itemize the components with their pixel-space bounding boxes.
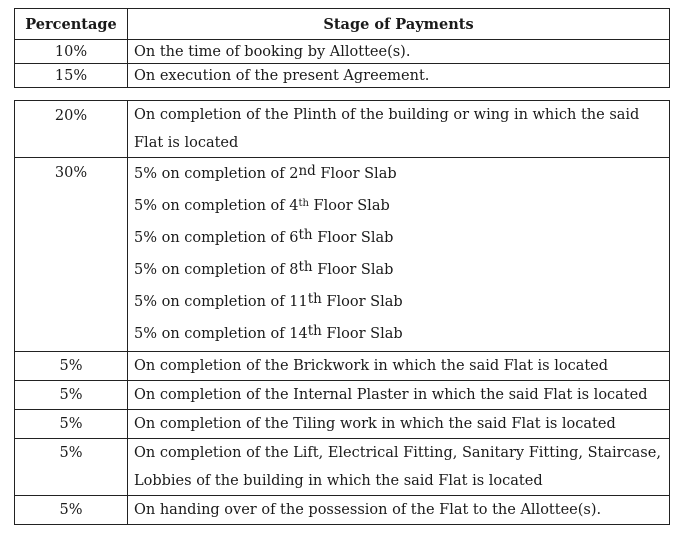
ordinal-suffix: th — [298, 198, 309, 209]
table-row — [15, 158, 670, 352]
slab-text: 5% on completion of 14 — [134, 326, 308, 342]
stage-line: Lobbies of the building in which the said Flat is located — [134, 473, 543, 489]
ordinal-suffix: th — [298, 259, 313, 275]
slab-text: Floor Slab — [308, 198, 390, 214]
table-header-row — [15, 9, 670, 40]
percentage-cell: 15% — [15, 64, 128, 88]
stage-cell: On completion of the Brickwork in which the said Flat is located — [128, 352, 670, 381]
stage-line: Flat is located — [134, 135, 239, 151]
slab-text: 5% on completion of 11 — [134, 294, 308, 310]
table-row — [15, 352, 670, 381]
slab-line — [134, 190, 669, 222]
stage-line: On completion of the Lift, Electrical Fitting, Sanitary Fitting, Staircase, — [134, 445, 661, 461]
stage-cell — [128, 439, 670, 496]
stage-cell: On handing over of the possession of the Flat to the Allottee(s). — [128, 496, 670, 525]
slab-text: Floor Slab — [312, 262, 394, 278]
stage-cell — [128, 158, 670, 352]
table-row — [15, 101, 670, 158]
slab-line — [134, 158, 669, 190]
table-row — [15, 64, 670, 88]
percentage-cell: 5% — [15, 410, 128, 439]
slab-text: Floor Slab — [312, 230, 394, 246]
slab-text: Floor Slab — [315, 166, 397, 182]
stage-cell: On execution of the present Agreement. — [128, 64, 670, 88]
slab-text: Floor Slab — [321, 294, 403, 310]
table-row — [15, 381, 670, 410]
ordinal-suffix: th — [307, 323, 322, 339]
slab-line — [134, 286, 669, 318]
payment-schedule-table-main — [14, 100, 670, 525]
ordinal-suffix: th — [307, 291, 322, 307]
stage-cell: On completion of the Tiling work in which the said Flat is located — [128, 410, 670, 439]
header-percentage: Percentage — [15, 9, 128, 40]
slab-text: 5% on completion of 4 — [134, 198, 299, 214]
table-row — [15, 410, 670, 439]
percentage-cell: 5% — [15, 496, 128, 525]
slab-text: 5% on completion of 6 — [134, 230, 299, 246]
slab-line — [134, 222, 669, 254]
percentage-cell: 20% — [15, 101, 128, 158]
ordinal-suffix: th — [298, 227, 313, 243]
slab-line — [134, 318, 669, 351]
slab-text: Floor Slab — [321, 326, 403, 342]
table-row — [15, 439, 670, 496]
stage-cell: On the time of booking by Allottee(s). — [128, 40, 670, 64]
payment-schedule-table-top — [14, 8, 670, 88]
percentage-cell: 5% — [15, 352, 128, 381]
percentage-cell: 5% — [15, 381, 128, 410]
stage-cell — [128, 101, 670, 158]
stage-line: On completion of the Plinth of the building or wing in which the said — [134, 107, 640, 123]
percentage-cell: 10% — [15, 40, 128, 64]
slab-text: 5% on completion of 8 — [134, 262, 299, 278]
slab-text: 5% on completion of 2 — [134, 166, 299, 182]
header-stage-of-payments: Stage of Payments — [128, 9, 670, 40]
slab-line — [134, 254, 669, 286]
table-row — [15, 496, 670, 525]
stage-cell: On completion of the Internal Plaster in which the said Flat is located — [128, 381, 670, 410]
percentage-cell: 5% — [15, 439, 128, 496]
table-row — [15, 40, 670, 64]
percentage-cell: 30% — [15, 158, 128, 352]
ordinal-suffix: nd — [298, 163, 316, 179]
